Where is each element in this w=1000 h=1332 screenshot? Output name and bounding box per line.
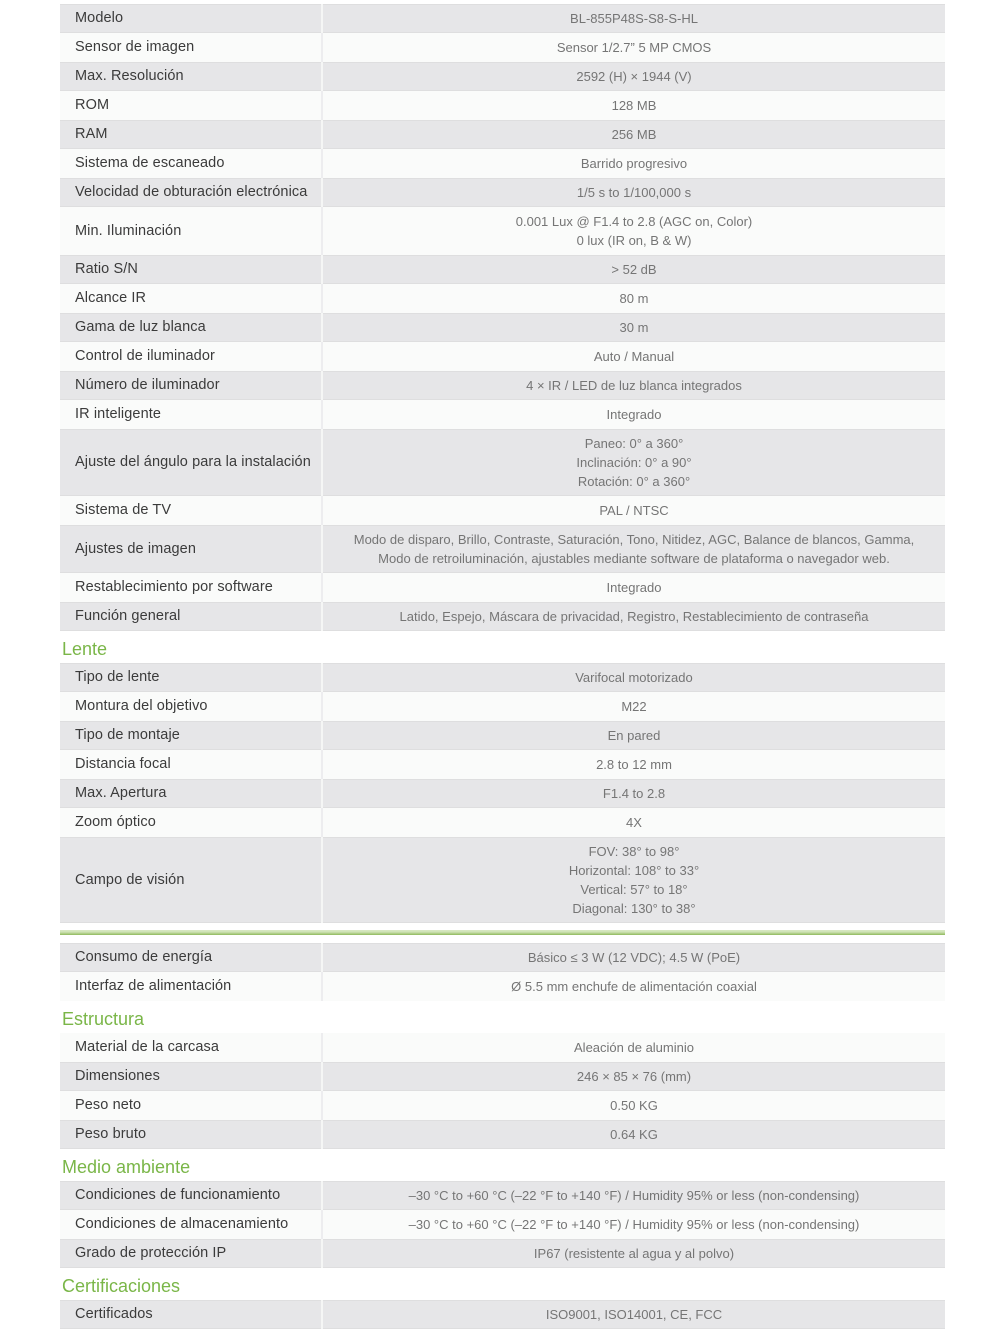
spec-row <box>60 1091 945 1120</box>
value-line: Latido, Espejo, Máscara de privacidad, Registro, Restablecimiento de contraseña <box>399 609 869 624</box>
row-value <box>321 1181 945 1210</box>
spec-row <box>60 573 945 602</box>
row-value <box>321 371 945 400</box>
spec-row <box>60 91 945 120</box>
row-label: Montura del objetivo <box>75 698 208 714</box>
section-title: Estructura <box>62 1009 145 1029</box>
value-line: 80 m <box>619 291 649 306</box>
section-header <box>60 1268 945 1300</box>
section-separator <box>60 930 945 935</box>
row-label: Grado de protección IP <box>75 1245 227 1261</box>
section-title: Certificaciones <box>62 1276 181 1296</box>
row-label: Control de iluminador <box>75 348 215 364</box>
row-value <box>321 496 945 525</box>
value-line: Inclinación: 0° a 90° <box>576 455 692 470</box>
spec-row <box>60 33 945 62</box>
row-label: Interfaz de alimentación <box>75 978 232 994</box>
row-value <box>321 62 945 91</box>
value-line: F1.4 to 2.8 <box>602 786 666 801</box>
row-value <box>321 1239 945 1268</box>
value-line: Barrido progresivo <box>580 156 688 171</box>
row-value <box>321 1300 945 1329</box>
spec-row <box>60 62 945 91</box>
value-line: M22 <box>621 699 647 714</box>
spec-row <box>60 721 945 750</box>
row-label: Número de iluminador <box>75 377 220 393</box>
row-label: Función general <box>75 608 181 624</box>
spec-row <box>60 400 945 429</box>
row-label: RAM <box>75 126 108 142</box>
value-line: 2592 (H) × 1944 (V) <box>576 69 692 84</box>
value-line: 256 MB <box>611 127 657 142</box>
value-line: Ø 5.5 mm enchufe de alimentación coaxial <box>511 979 757 994</box>
spec-row <box>60 371 945 400</box>
row-value <box>321 837 945 923</box>
row-value <box>321 4 945 33</box>
row-label: Condiciones de almacenamiento <box>75 1216 289 1232</box>
row-label: Sensor de imagen <box>75 39 195 55</box>
spec-row <box>60 4 945 33</box>
row-value <box>321 602 945 631</box>
value-line: 4 × IR / LED de luz blanca integrados <box>526 378 742 393</box>
spec-row <box>60 779 945 808</box>
spec-row <box>60 1210 945 1239</box>
spec-row <box>60 255 945 284</box>
section-header <box>60 1001 945 1033</box>
value-line: 128 MB <box>611 98 657 113</box>
spec-row <box>60 178 945 207</box>
row-value <box>321 91 945 120</box>
value-line: 246 × 85 × 76 (mm) <box>576 1069 692 1084</box>
row-label: Gama de luz blanca <box>75 319 206 335</box>
value-line: Sensor 1/2.7” 5 MP CMOS <box>556 40 712 55</box>
row-label: Condiciones de funcionamiento <box>75 1187 281 1203</box>
value-line: Básico ≤ 3 W (12 VDC); 4.5 W (PoE) <box>527 950 741 965</box>
row-value <box>321 178 945 207</box>
value-line: –30 °C to +60 °C (–22 °F to +140 °F) / Humidity 95% or less (non-condensing) <box>408 1217 860 1232</box>
spec-row <box>60 837 945 923</box>
row-value <box>321 525 945 573</box>
value-line: ISO9001, ISO14001, CE, FCC <box>545 1307 723 1322</box>
row-label: Max. Apertura <box>75 785 167 801</box>
row-value <box>321 207 945 255</box>
spec-row <box>60 149 945 178</box>
row-label: Sistema de escaneado <box>75 155 225 171</box>
value-line: FOV: 38° to 98° <box>588 844 680 859</box>
section-header <box>60 631 945 663</box>
spec-row <box>60 496 945 525</box>
spec-row <box>60 1120 945 1149</box>
row-value <box>321 692 945 721</box>
row-value <box>321 721 945 750</box>
spec-row <box>60 1062 945 1091</box>
row-value <box>321 33 945 62</box>
spec-row <box>60 602 945 631</box>
spec-row <box>60 525 945 573</box>
value-line: IP67 (resistente al agua y al polvo) <box>533 1246 735 1261</box>
spec-row <box>60 808 945 837</box>
spec-row <box>60 313 945 342</box>
value-line: 1/5 s to 1/100,000 s <box>576 185 692 200</box>
row-value <box>321 1062 945 1091</box>
value-line: Horizontal: 108° to 33° <box>568 863 700 878</box>
row-value <box>321 943 945 972</box>
row-value <box>321 284 945 313</box>
row-label: Max. Resolución <box>75 68 184 84</box>
row-label: IR inteligente <box>75 406 162 422</box>
row-label: Sistema de TV <box>75 502 172 518</box>
spec-row <box>60 1239 945 1268</box>
row-label: Tipo de lente <box>75 669 160 685</box>
row-value <box>321 342 945 371</box>
row-value <box>321 400 945 429</box>
spec-table <box>60 4 945 1329</box>
value-line: Paneo: 0° a 360° <box>584 436 684 451</box>
value-line: BL-855P48S-S8-S-HL <box>570 11 698 26</box>
row-label: Restablecimiento por software <box>75 579 273 595</box>
value-line: > 52 dB <box>611 262 657 277</box>
row-label: ROM <box>75 97 110 113</box>
row-value <box>321 1210 945 1239</box>
value-line: 0.001 Lux @ F1.4 to 2.8 (AGC on, Color) <box>515 214 753 229</box>
value-line: Diagonal: 130° to 38° <box>572 901 696 916</box>
row-label: Modelo <box>75 10 124 26</box>
spec-row <box>60 429 945 496</box>
spec-row <box>60 943 945 972</box>
row-label: Distancia focal <box>75 756 171 772</box>
spec-row <box>60 750 945 779</box>
row-label: Tipo de montaje <box>75 727 180 743</box>
value-line: Varifocal motorizado <box>575 670 693 685</box>
spec-row <box>60 1033 945 1062</box>
value-line: 2.8 to 12 mm <box>596 757 672 772</box>
row-label: Campo de visión <box>75 871 185 888</box>
value-line: Integrado <box>606 580 662 595</box>
value-line: Rotación: 0° a 360° <box>577 474 691 489</box>
row-value <box>321 313 945 342</box>
row-label: Peso neto <box>75 1097 142 1113</box>
row-label: Ajuste del ángulo para la instalación <box>75 454 311 470</box>
section-title: Medio ambiente <box>62 1157 191 1177</box>
row-label: Certificados <box>75 1306 153 1322</box>
row-label: Peso bruto <box>75 1126 147 1142</box>
row-label: Material de la carcasa <box>75 1039 220 1055</box>
row-value <box>321 1091 945 1120</box>
value-line: 0.50 KG <box>610 1098 658 1113</box>
row-label: Alcance IR <box>75 290 147 306</box>
section-title: Lente <box>62 639 108 659</box>
row-value <box>321 120 945 149</box>
value-line: 0 lux (IR on, B & W) <box>576 233 692 248</box>
value-line: 4X <box>626 815 642 830</box>
value-line: Aleación de aluminio <box>574 1040 694 1055</box>
spec-row <box>60 972 945 1001</box>
spec-row <box>60 207 945 255</box>
row-label: Velocidad de obturación electrónica <box>75 184 308 200</box>
row-value <box>321 779 945 808</box>
row-value <box>321 808 945 837</box>
row-label: Ratio S/N <box>75 261 138 277</box>
row-value <box>321 255 945 284</box>
spec-row <box>60 1300 945 1329</box>
value-line: En pared <box>607 728 661 743</box>
row-value <box>321 663 945 692</box>
row-value <box>321 429 945 496</box>
value-line: PAL / NTSC <box>599 503 669 518</box>
spec-row <box>60 284 945 313</box>
row-label: Dimensiones <box>75 1068 160 1084</box>
value-line: Modo de disparo, Brillo, Contraste, Saturación, Tono, Nitidez, AGC, Balance de blancos, Gamma, <box>353 532 915 547</box>
value-line: Modo de retroiluminación, ajustables mediante software de plataforma o navegador web. <box>378 551 890 566</box>
spec-row <box>60 120 945 149</box>
spec-row <box>60 1181 945 1210</box>
spec-row <box>60 692 945 721</box>
value-line: 30 m <box>619 320 649 335</box>
row-label: Min. Iluminación <box>75 222 182 239</box>
value-line: –30 °C to +60 °C (–22 °F to +140 °F) / Humidity 95% or less (non-condensing) <box>408 1188 860 1203</box>
value-line: 0.64 KG <box>610 1127 658 1142</box>
row-value <box>321 1120 945 1149</box>
value-line: Auto / Manual <box>593 349 675 364</box>
section-header <box>60 1149 945 1181</box>
value-line: Vertical: 57° to 18° <box>580 882 688 897</box>
row-label: Zoom óptico <box>75 814 156 830</box>
row-label: Ajustes de imagen <box>75 540 196 557</box>
row-label: Consumo de energía <box>75 949 213 965</box>
value-line: Integrado <box>606 407 662 422</box>
spec-row <box>60 663 945 692</box>
row-value <box>321 1033 945 1062</box>
spec-row <box>60 342 945 371</box>
row-value <box>321 573 945 602</box>
row-value <box>321 149 945 178</box>
row-value <box>321 972 945 1001</box>
row-value <box>321 750 945 779</box>
